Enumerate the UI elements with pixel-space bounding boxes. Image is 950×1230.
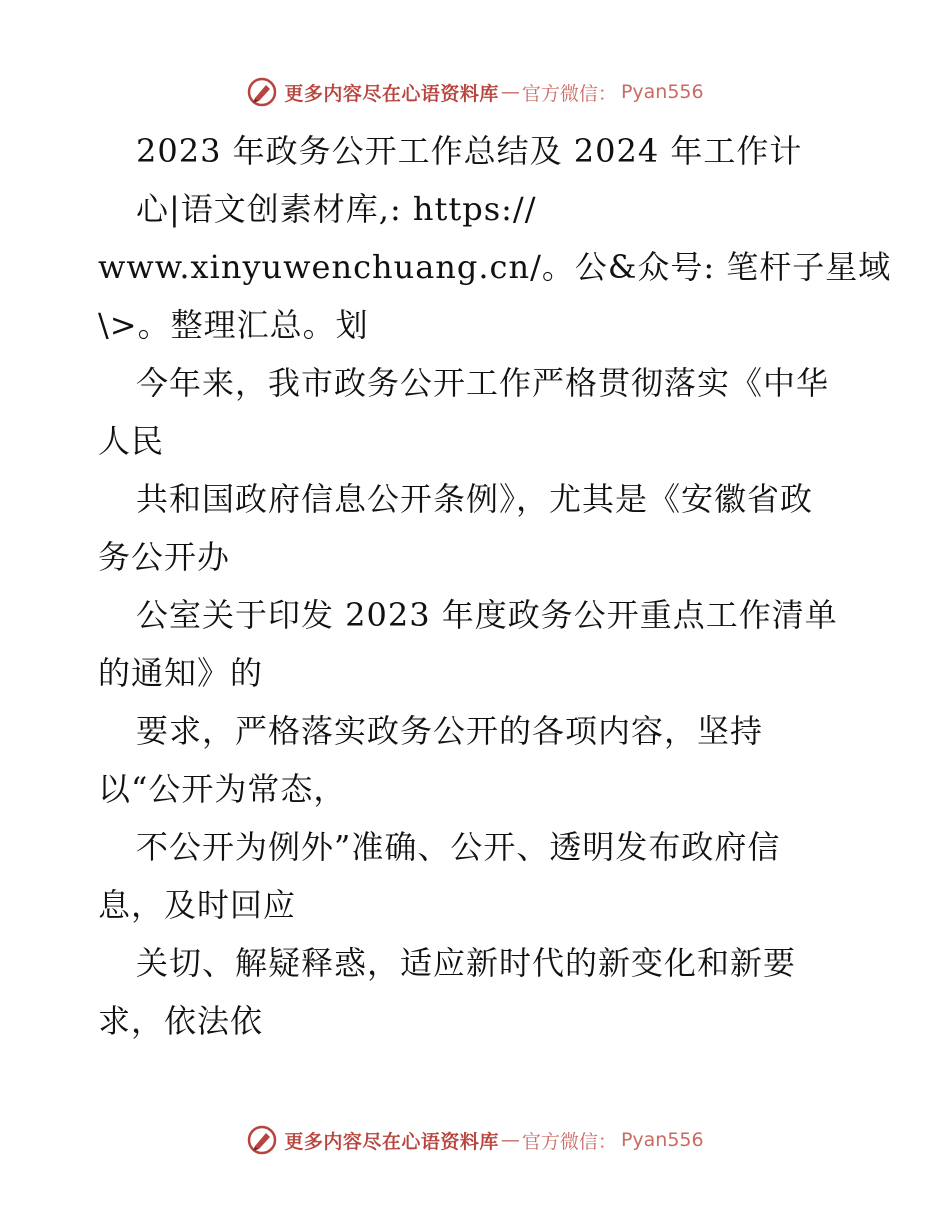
text-line: 关切、解疑释惑，适应新时代的新变化和新要 <box>136 944 797 982</box>
pen-logo-icon <box>246 76 278 108</box>
text-line: 心|语文创素材库,: https:// <box>136 190 537 228</box>
text-line: 要求，严格落实政务公开的各项内容，坚持 <box>136 712 764 750</box>
text-line: 的通知》的 <box>98 654 264 692</box>
watermark-separator: — <box>500 81 520 103</box>
document-body <box>98 122 892 1050</box>
document-title-line: 2023 年政务公开工作总结及 2024 年工作计 <box>136 132 803 170</box>
text-line: 以“公开为常态， <box>98 770 347 808</box>
text-line: 务公开办 <box>98 538 231 576</box>
watermark-separator: — <box>500 1129 520 1151</box>
watermark-main-text: 更多内容尽在心语资料库 <box>284 82 499 105</box>
watermark-wechat-id: Pyan556 <box>620 81 704 103</box>
pen-logo-icon <box>246 1124 278 1156</box>
text-line: 息，及时回应 <box>98 886 297 924</box>
text-line: 共和国政府信息公开条例》，尤其是《安徽省政 <box>136 480 814 518</box>
watermark-header <box>0 72 950 112</box>
text-line: 公室关于印发 2023 年度政务公开重点工作清单 <box>136 596 838 634</box>
watermark-wechat-label: 官方微信： <box>521 82 617 105</box>
text-line: 不公开为例外”准确、公开、透明发布政府信 <box>136 828 781 866</box>
text-line: 求，依法依 <box>98 1002 264 1040</box>
watermark-wechat-label: 官方微信： <box>521 1130 617 1153</box>
text-line: 今年来，我市政务公开工作严格贯彻落实《中华 <box>136 364 830 402</box>
text-line: www.xinyuwenchuang.cn/。公&众号: 笔杆子星域 <box>98 248 892 286</box>
watermark-main-text: 更多内容尽在心语资料库 <box>284 1130 499 1153</box>
watermark-footer <box>0 1120 950 1160</box>
text-line: \>。整理汇总。划 <box>98 306 369 344</box>
watermark-wechat-id: Pyan556 <box>620 1129 704 1151</box>
text-line: 人民 <box>98 422 165 460</box>
